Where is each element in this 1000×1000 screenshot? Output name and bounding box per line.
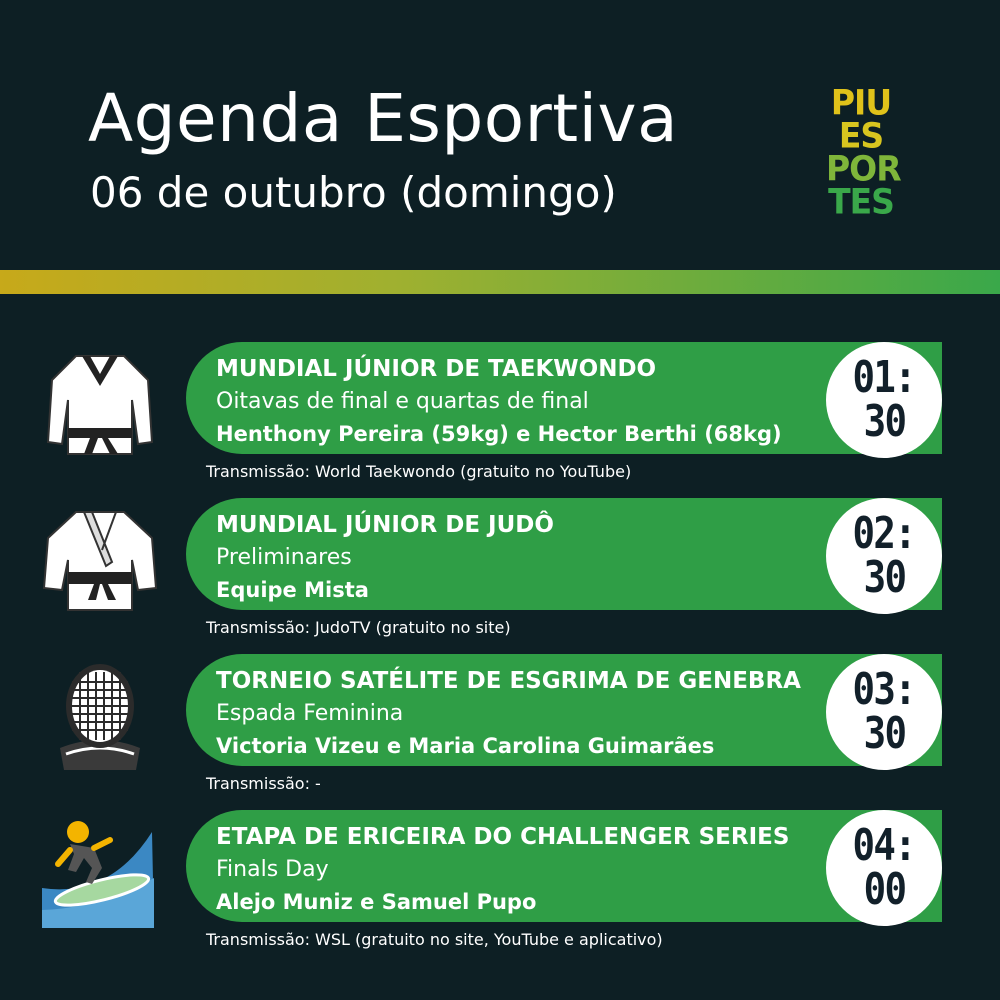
time-hour: 03: xyxy=(852,664,916,715)
logo-line: TES xyxy=(828,181,894,222)
judo-uniform-icon xyxy=(40,506,160,616)
time-minute: 30 xyxy=(863,552,905,603)
time-hour: 04: xyxy=(852,820,916,871)
event-time xyxy=(826,810,942,926)
event-item xyxy=(0,654,1000,804)
logo-line: PIU xyxy=(830,82,892,123)
event-name: TORNEIO SATÉLITE DE ESGRIMA DE GENEBRA xyxy=(216,668,801,694)
surfer-icon xyxy=(40,818,160,928)
broadcast-info: Transmissão: WSL (gratuito no site, YouTube e aplicativo) xyxy=(206,930,663,949)
event-athletes: Alejo Muniz e Samuel Pupo xyxy=(216,890,537,914)
broadcast-info: Transmissão: World Taekwondo (gratuito no YouTube) xyxy=(206,462,632,481)
broadcast-info: Transmissão: JudoTV (gratuito no site) xyxy=(206,618,511,637)
event-item xyxy=(0,810,1000,960)
gradient-divider xyxy=(0,270,1000,294)
event-athletes: Victoria Vizeu e Maria Carolina Guimarães xyxy=(216,734,715,758)
logo-line: POR xyxy=(826,148,901,189)
time-minute: 00 xyxy=(863,864,905,915)
event-athletes: Henthony Pereira (59kg) e Hector Berthi (68kg) xyxy=(216,422,782,446)
event-phase: Espada Feminina xyxy=(216,701,404,726)
taekwondo-uniform-icon xyxy=(40,350,160,460)
event-phase: Finals Day xyxy=(216,857,329,882)
fencing-mask-icon xyxy=(40,662,160,772)
piu-esportes-logo xyxy=(826,82,901,222)
event-name: ETAPA DE ERICEIRA DO CHALLENGER SERIES xyxy=(216,824,790,850)
event-time xyxy=(826,498,942,614)
event-name: MUNDIAL JÚNIOR DE TAEKWONDO xyxy=(216,356,657,382)
time-minute: 30 xyxy=(863,708,905,759)
time-hour: 01: xyxy=(852,352,916,403)
page-subtitle: 06 de outubro (domingo) xyxy=(90,168,617,217)
event-time xyxy=(826,342,942,458)
time-minute: 30 xyxy=(863,396,905,447)
page-title: Agenda Esportiva xyxy=(88,80,679,157)
event-name: MUNDIAL JÚNIOR DE JUDÔ xyxy=(216,512,554,538)
broadcast-info: Transmissão: - xyxy=(206,774,321,793)
event-phase: Oitavas de final e quartas de final xyxy=(216,389,589,414)
time-hour: 02: xyxy=(852,508,916,559)
event-item xyxy=(0,498,1000,648)
logo-line: ES xyxy=(838,115,884,156)
event-phase: Preliminares xyxy=(216,545,352,570)
event-item xyxy=(0,342,1000,492)
event-athletes: Equipe Mista xyxy=(216,578,369,602)
event-time xyxy=(826,654,942,770)
